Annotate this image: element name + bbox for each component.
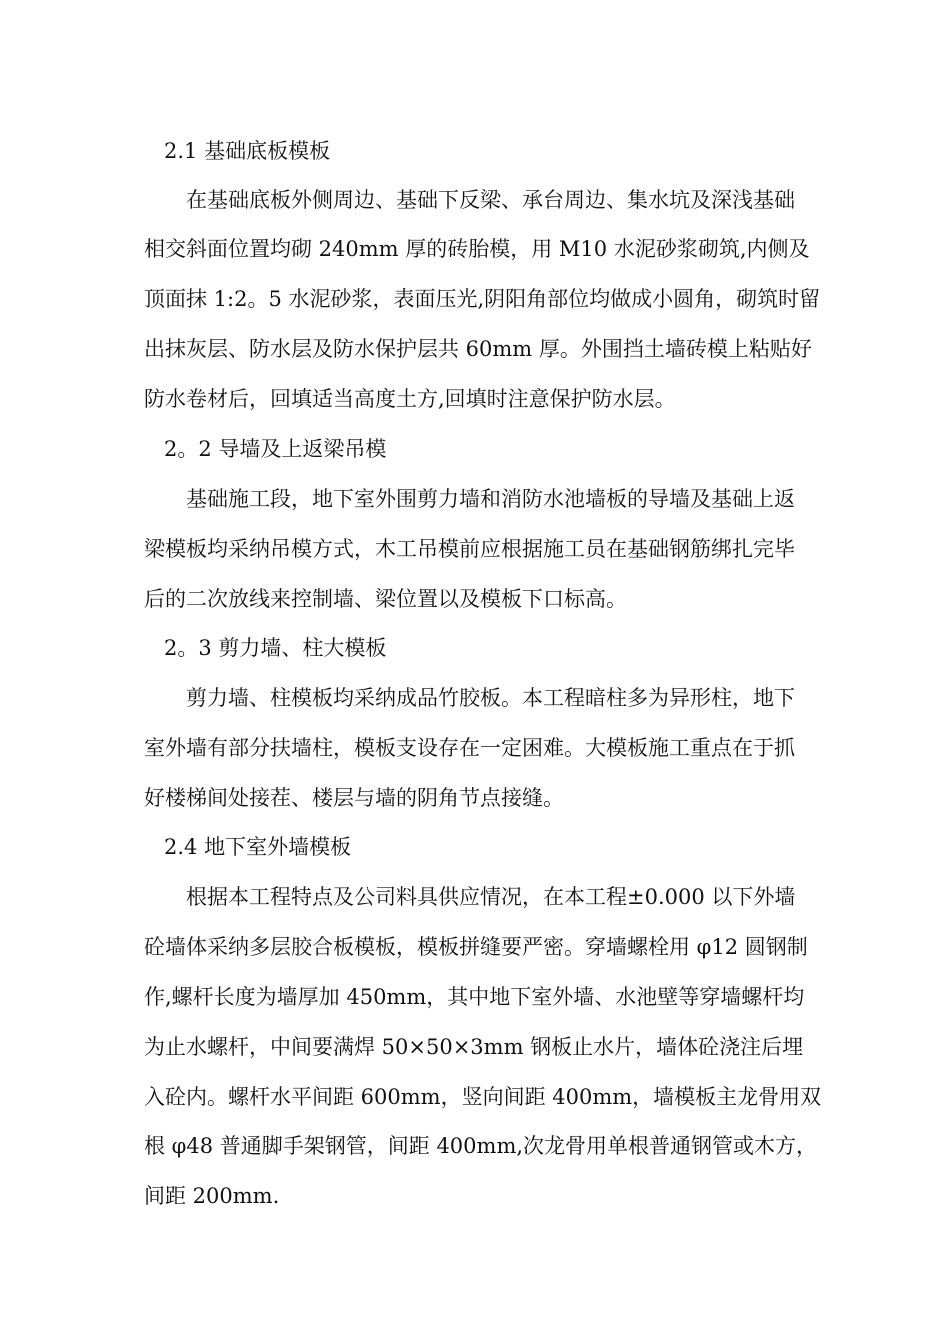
paragraph-line: 砼墙体采纳多层胶合板模板，模板拼缝要严密。穿墙螺栓用 φ12 圆钢制 bbox=[144, 935, 808, 959]
section-heading-2-3: 2。3 剪力墙、柱大模板 bbox=[164, 636, 387, 660]
section-heading-2-2: 2。2 导墙及上返梁吊模 bbox=[164, 437, 387, 461]
paragraph-line: 间距 200mm. bbox=[144, 1184, 280, 1208]
paragraph-line: 好楼梯间处接茬、楼层与墙的阴角节点接缝。 bbox=[144, 786, 564, 810]
paragraph-line: 在基础底板外侧周边、基础下反梁、承台周边、集水坑及深浅基础 bbox=[186, 188, 795, 212]
paragraph-line: 顶面抹 1:2。5 水泥砂浆，表面压光,阴阳角部位均做成小圆角，砌筑时留 bbox=[144, 287, 821, 311]
section-heading-2-1: 2.1 基础底板模板 bbox=[164, 139, 331, 163]
paragraph-line: 为止水螺杆，中间要满焊 50×50×3mm 钢板止水片，墙体砼浇注后埋 bbox=[144, 1035, 804, 1059]
paragraph-line: 出抹灰层、防水层及防水保护层共 60mm 厚。外围挡土墙砖模上粘贴好 bbox=[144, 337, 812, 361]
paragraph-line: 根据本工程特点及公司料具供应情况，在本工程±0.000 以下外墙 bbox=[186, 885, 796, 909]
paragraph-line: 防水卷材后，回填适当高度土方,回填时注意保护防水层。 bbox=[144, 387, 676, 411]
paragraph-line: 根 φ48 普通脚手架钢管，间距 400mm,次龙骨用单根普通钢管或木方， bbox=[144, 1134, 818, 1158]
section-heading-2-4: 2.4 地下室外墙模板 bbox=[164, 835, 352, 859]
paragraph-line: 基础施工段，地下室外围剪力墙和消防水池墙板的导墙及基础上返 bbox=[186, 487, 795, 511]
paragraph-line: 剪力墙、柱模板均采纳成品竹胶板。本工程暗柱多为异形柱，地下 bbox=[186, 686, 795, 710]
paragraph-line: 入砼内。螺杆水平间距 600mm，竖向间距 400mm，墙模板主龙骨用双 bbox=[144, 1085, 822, 1109]
paragraph-line: 梁模板均采纳吊模方式，木工吊模前应根据施工员在基础钢筋绑扎完毕 bbox=[144, 537, 795, 561]
paragraph-line: 作,螺杆长度为墙厚加 450mm，其中地下室外墙、水池壁等穿墙螺杆均 bbox=[144, 985, 805, 1009]
paragraph-line: 相交斜面位置均砌 240mm 厚的砖胎模，用 M10 水泥砂浆砌筑,内侧及 bbox=[144, 237, 810, 261]
paragraph-line: 后的二次放线来控制墙、梁位置以及模板下口标高。 bbox=[144, 587, 627, 611]
paragraph-line: 室外墙有部分扶墙柱，模板支设存在一定困难。大模板施工重点在于抓 bbox=[144, 736, 795, 760]
